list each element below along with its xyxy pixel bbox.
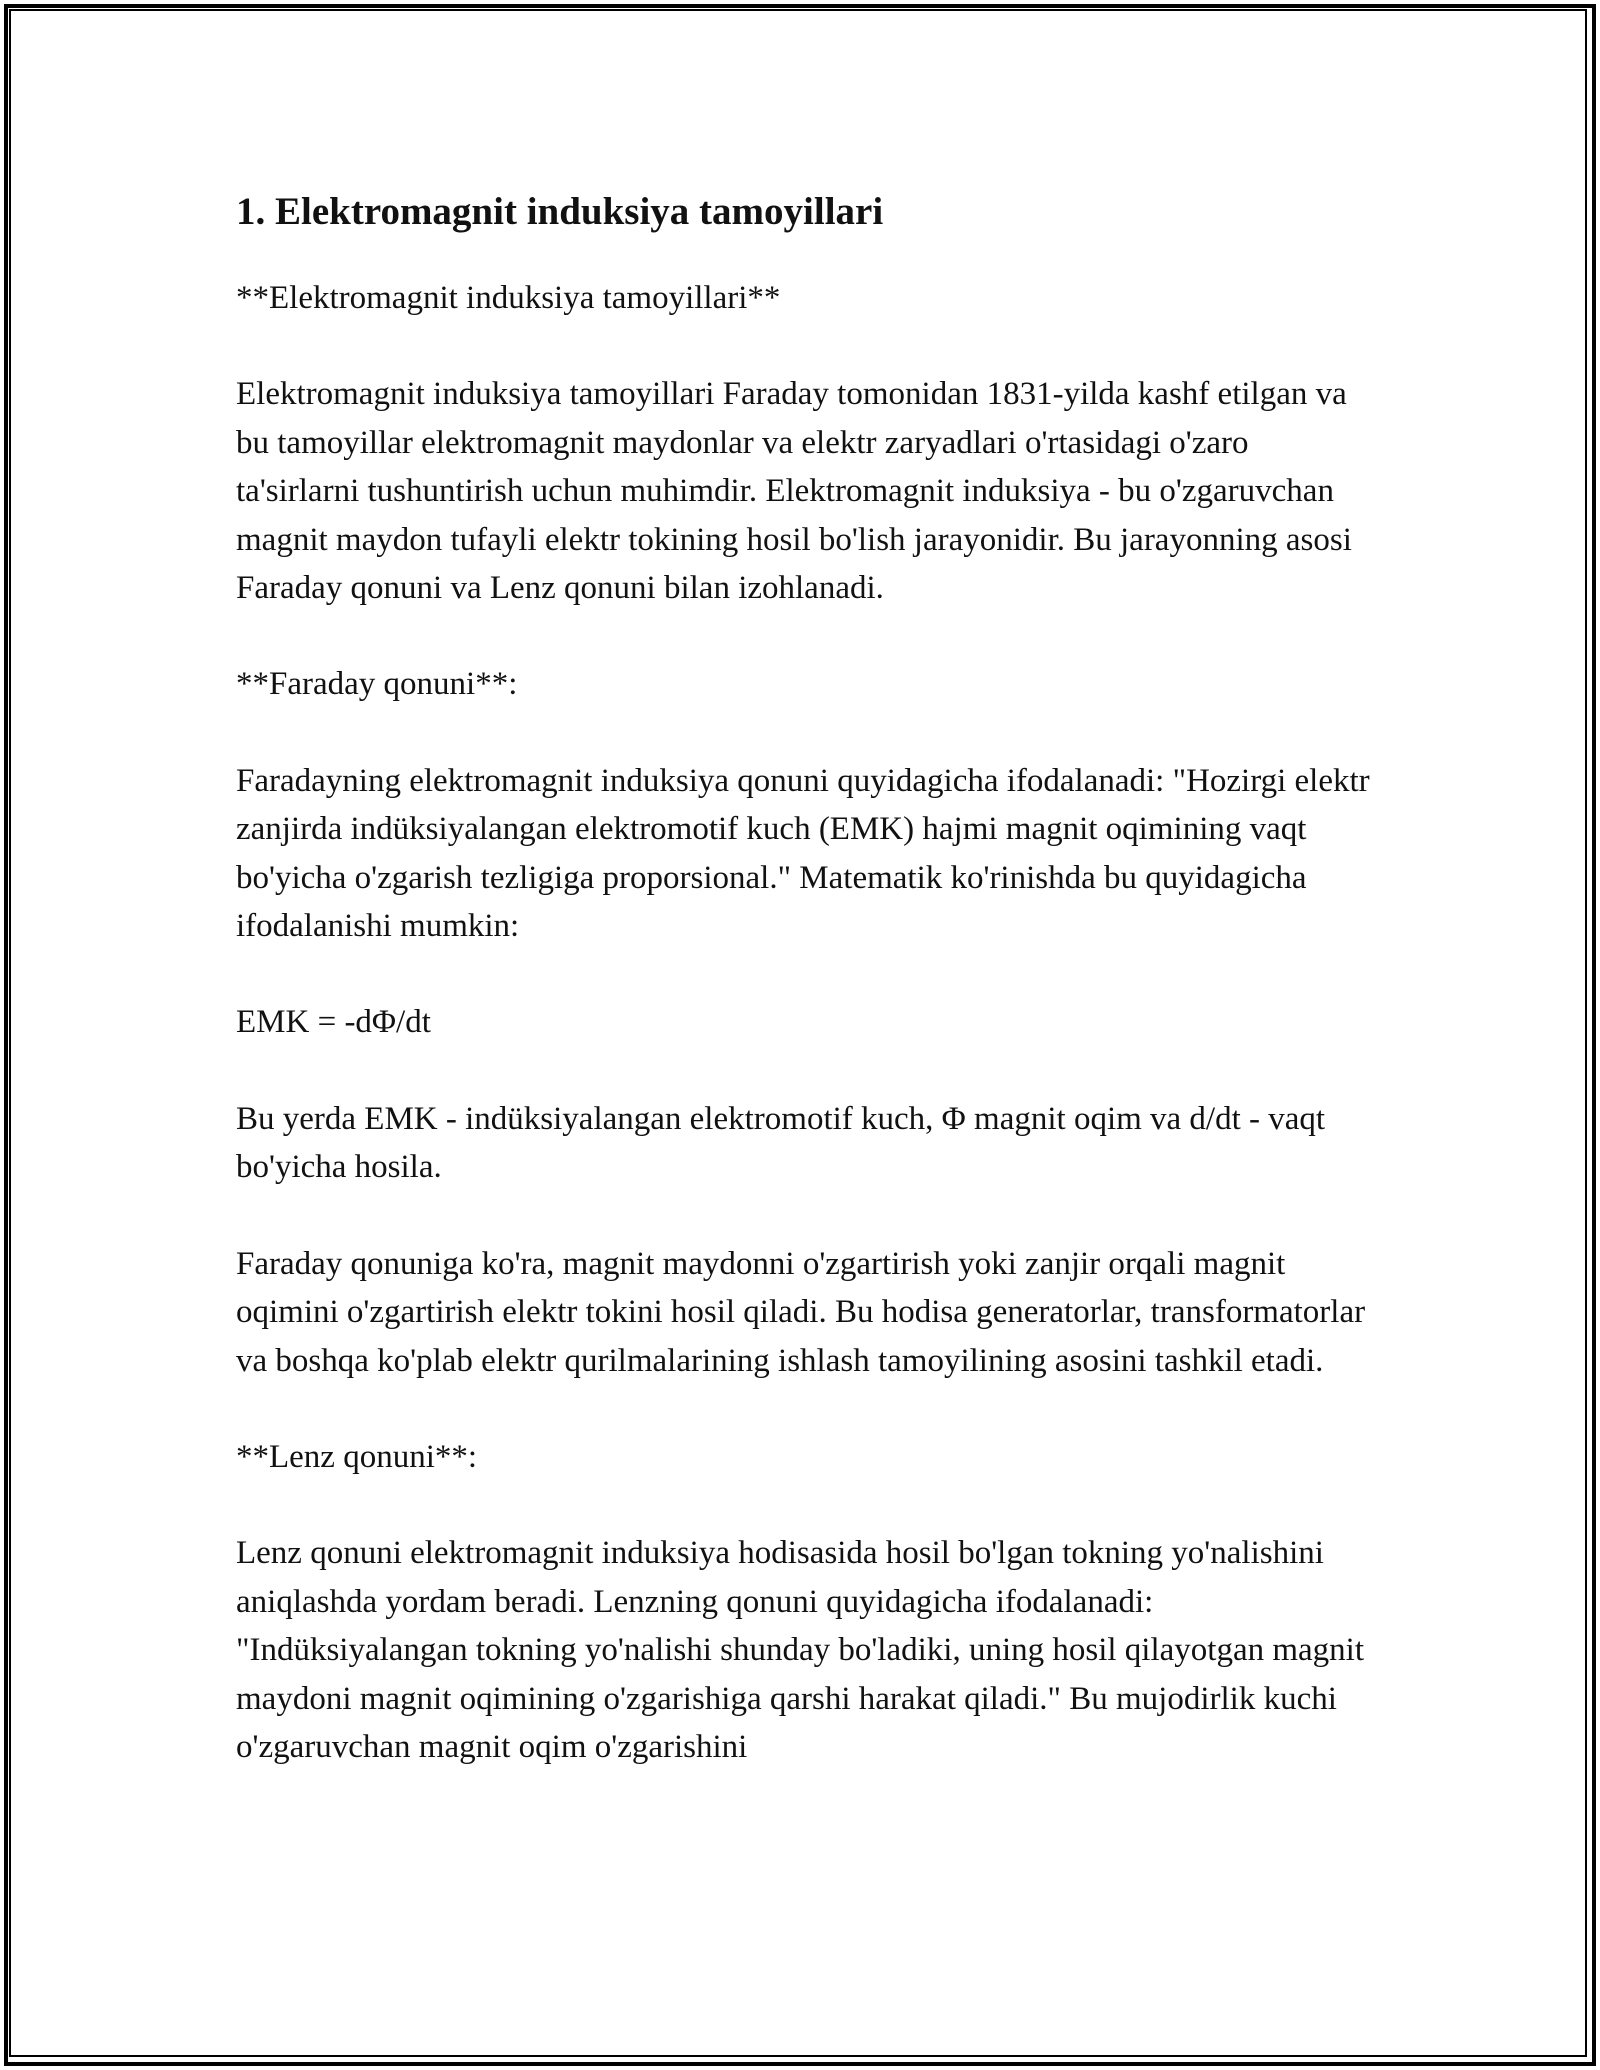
- paragraph-lenz-heading: **Lenz qonuni**:: [236, 1438, 478, 1475]
- paragraph-faraday-application: Faraday qonuniga ko'ra, magnit maydonni o'zgartirish yoki zanjir orqali magnit oqimini o'zgartirish elektr tokini hosil qiladi. Bu hodisa generatorlar, transformatorlar va boshqa ko'plab elektr qurilmalarining ishlash tamoyilining asosini tashkil etadi.: [236, 1245, 1366, 1379]
- paragraph-formula: EMK = -dΦ/dt: [236, 1004, 431, 1041]
- paragraph-faraday-definition: Faradayning elektromagnit induksiya qonuni quyidagicha ifodalanadi: "Hozirgi elektr zanjirda indüksiyalangan elektromotif kuch (EMK) hajmi magnit oqimining vaqt bo'yicha o'zgarish tezligiga proporsional." Matematik ko'rinishda bu quyidagicha ifodalanishi mumkin:: [236, 762, 1370, 945]
- paragraph-lenz-definition: Lenz qonuni elektromagnit induksiya hodisasida hosil bo'lgan tokning yo'nalishini aniqlashda yordam beradi. Lenzning qonuni quyidagicha ifodalanadi: "Indüksiyalangan tokning yo'nalishi shunday bo'ladiki, uning hosil qilayotgan magnit maydoni magnit oqimining o'zgarishiga qarshi harakat qiladi." Bu mujodirlik kuchi o'zgaruvchan magnit oqim o'zgarishini: [236, 1535, 1364, 1765]
- paragraph-faraday-heading: **Faraday qonuni**:: [236, 666, 518, 703]
- section-heading: 1. Elektromagnit induksiya tamoyillari: [236, 190, 884, 233]
- document-body: [236, 186, 1370, 1771]
- paragraph-intro: Elektromagnit induksiya tamoyillari Faraday tomonidan 1831-yilda kashf etilgan va bu tamoyillar elektromagnit maydonlar va elektr zaryadlari o'rtasidagi o'zaro ta'sirlarni tushuntirish uchun muhimdir. Elektromagnit induksiya - bu o'zgaruvchan magnit maydon tufayli elektr tokining hosil bo'lish jarayonidir. Bu jarayonning asosi Faraday qonuni va Lenz qonuni bilan izohlanadi.: [236, 376, 1352, 607]
- paragraph-title-bold: **Elektromagnit induksiya tamoyillari**: [236, 280, 781, 316]
- paragraph-formula-explanation: Bu yerda EMK - indüksiyalangan elektromotif kuch, Φ magnit oqim va d/dt - vaqt bo'yicha hosila.: [236, 1100, 1326, 1186]
